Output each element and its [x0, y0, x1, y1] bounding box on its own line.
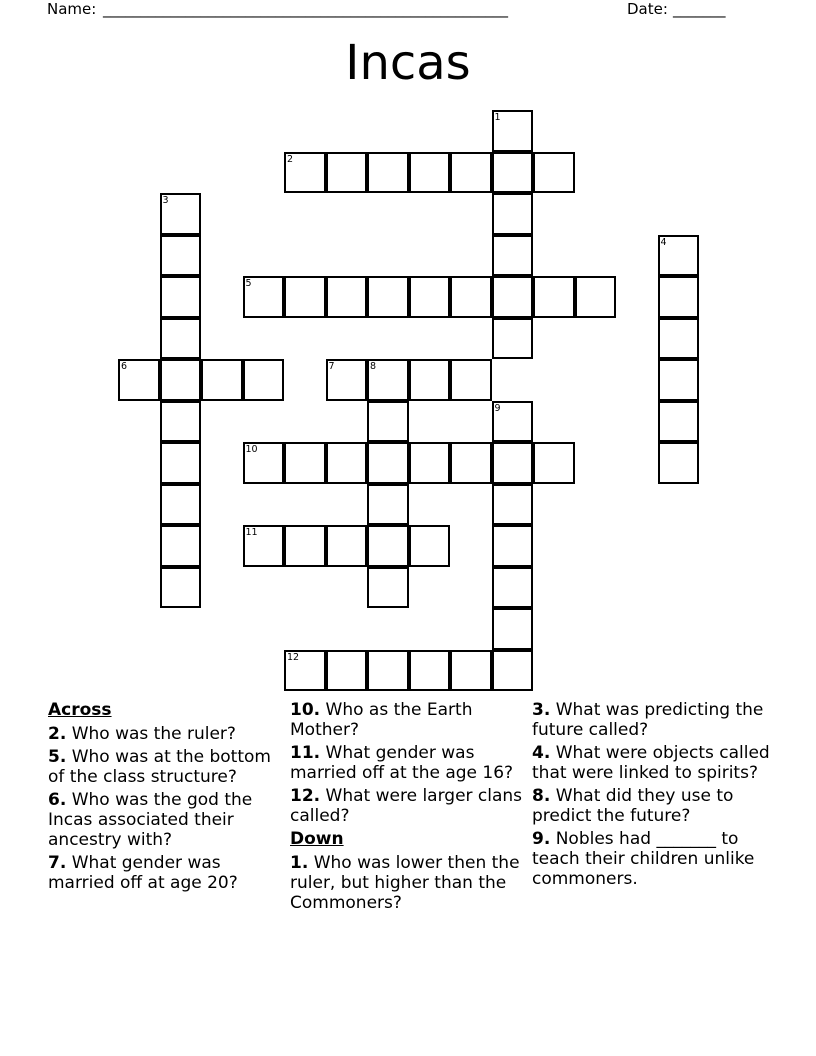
crossword-cell[interactable]: [367, 152, 409, 194]
crossword-cell[interactable]: [492, 484, 534, 526]
crossword-cell[interactable]: [160, 359, 202, 401]
clue-across-10: 10. Who as the Earth Mother?: [290, 700, 473, 740]
crossword-cell[interactable]: [326, 152, 368, 194]
crossword-cell[interactable]: [201, 359, 243, 401]
crossword-cell[interactable]: [284, 276, 326, 318]
crossword-cell[interactable]: [284, 152, 326, 194]
crossword-cell[interactable]: [658, 359, 700, 401]
crossword-cell[interactable]: [367, 401, 409, 443]
crossword-cell[interactable]: [367, 525, 409, 567]
crossword-cell[interactable]: [367, 567, 409, 609]
date-label: Date:: [627, 0, 668, 18]
crossword-cell[interactable]: [533, 276, 575, 318]
clue-across-2: 2. Who was the ruler?: [48, 724, 236, 744]
crossword-cell[interactable]: [118, 359, 160, 401]
clue-number: 8: [370, 361, 377, 372]
clue-across-12: 12. What were larger clans called?: [290, 786, 523, 826]
crossword-cell[interactable]: [409, 276, 451, 318]
crossword-cell[interactable]: [492, 608, 534, 650]
crossword-cell[interactable]: [367, 484, 409, 526]
crossword-cell[interactable]: [450, 276, 492, 318]
crossword-cell[interactable]: [658, 442, 700, 484]
clue-down-4: 4. What were objects called that were linked to spirits?: [532, 743, 770, 783]
crossword-cell[interactable]: [160, 525, 202, 567]
crossword-cell[interactable]: [492, 110, 534, 152]
crossword-cell[interactable]: [284, 442, 326, 484]
page-title: Incas: [345, 35, 471, 91]
crossword-cell[interactable]: [658, 401, 700, 443]
crossword-cell[interactable]: [492, 193, 534, 235]
clue-number: 3: [162, 195, 169, 206]
crossword-cell[interactable]: [367, 359, 409, 401]
crossword-cell[interactable]: [450, 442, 492, 484]
crossword-cell[interactable]: [160, 276, 202, 318]
crossword-cell[interactable]: [492, 318, 534, 360]
clue-number: 10: [245, 444, 258, 455]
crossword-cell[interactable]: [243, 359, 285, 401]
crossword-cell[interactable]: [243, 276, 285, 318]
clue-number: 9: [494, 402, 501, 414]
crossword-cell[interactable]: [243, 442, 285, 484]
clue-down-3: 3. What was predicting the future called?: [532, 700, 764, 740]
clue-number: 6: [121, 361, 128, 372]
crossword-cell[interactable]: [492, 235, 534, 277]
clue-number: 1: [494, 112, 501, 123]
crossword-cell[interactable]: [658, 276, 700, 318]
crossword-cell[interactable]: [326, 650, 368, 692]
crossword-cell[interactable]: [243, 525, 285, 567]
clue-number: 2: [287, 153, 294, 165]
down-heading: Down: [290, 829, 344, 849]
date-line[interactable]: _______: [673, 0, 726, 18]
crossword-cell[interactable]: [326, 442, 368, 484]
name-label: Name:: [47, 0, 97, 18]
crossword-cell[interactable]: [492, 276, 534, 318]
crossword-cell[interactable]: [409, 525, 451, 567]
crossword-cell[interactable]: [284, 525, 326, 567]
clue-down-8: 8. What did they use to predict the future?: [532, 786, 734, 826]
crossword-cell[interactable]: [160, 567, 202, 609]
clues-column-3: [532, 700, 770, 892]
crossword-cell[interactable]: [409, 650, 451, 692]
crossword-cell[interactable]: [160, 484, 202, 526]
crossword-cell[interactable]: [160, 442, 202, 484]
crossword-cell[interactable]: [160, 318, 202, 360]
crossword-cell[interactable]: [450, 152, 492, 194]
clue-down-9: 9. Nobles had _______ to teach their children unlike commoners.: [532, 829, 755, 889]
crossword-cell[interactable]: [450, 359, 492, 401]
crossword-cell[interactable]: [492, 650, 534, 692]
crossword-cell[interactable]: [492, 442, 534, 484]
crossword-cell[interactable]: [409, 359, 451, 401]
crossword-cell[interactable]: [533, 442, 575, 484]
crossword-cell[interactable]: [450, 650, 492, 692]
crossword-cell[interactable]: [367, 650, 409, 692]
crossword-cell[interactable]: [492, 567, 534, 609]
clue-number: 4: [660, 236, 667, 248]
crossword-cell[interactable]: [367, 442, 409, 484]
crossword-cell[interactable]: [492, 525, 534, 567]
clues-column-1: [48, 700, 286, 896]
crossword-cell[interactable]: [658, 235, 700, 277]
crossword-cell[interactable]: [658, 318, 700, 360]
clue-number: 12: [287, 651, 300, 663]
clue-number: 5: [245, 278, 252, 289]
clue-across-7: 7. What gender was married off at age 20?: [48, 853, 238, 893]
across-heading: Across: [48, 700, 112, 720]
crossword-cell[interactable]: [367, 276, 409, 318]
name-line[interactable]: ______________________________________________________: [103, 0, 508, 18]
clue-across-11: 11. What gender was married off at the age 16?: [290, 743, 514, 783]
clue-number: 11: [245, 527, 258, 538]
clue-across-5: 5. Who was at the bottom of the class structure?: [48, 747, 271, 787]
crossword-cell[interactable]: [326, 525, 368, 567]
crossword-cell[interactable]: [160, 193, 202, 235]
crossword-cell[interactable]: [575, 276, 617, 318]
crossword-cell[interactable]: [492, 401, 534, 443]
crossword-cell[interactable]: [326, 276, 368, 318]
clue-down-1: 1. Who was lower then the ruler, but higher than the Commoners?: [290, 853, 520, 913]
clue-number: 7: [328, 361, 335, 372]
crossword-cell[interactable]: [160, 235, 202, 277]
crossword-cell[interactable]: [533, 152, 575, 194]
crossword-cell[interactable]: [160, 401, 202, 443]
crossword-cell[interactable]: [409, 442, 451, 484]
clues-column-2: [290, 700, 528, 916]
crossword-cell[interactable]: [409, 152, 451, 194]
crossword-cell[interactable]: [492, 152, 534, 194]
crossword-cell[interactable]: [284, 650, 326, 692]
clue-across-6: 6. Who was the god the Incas associated their ancestry with?: [48, 790, 253, 850]
crossword-cell[interactable]: [326, 359, 368, 401]
